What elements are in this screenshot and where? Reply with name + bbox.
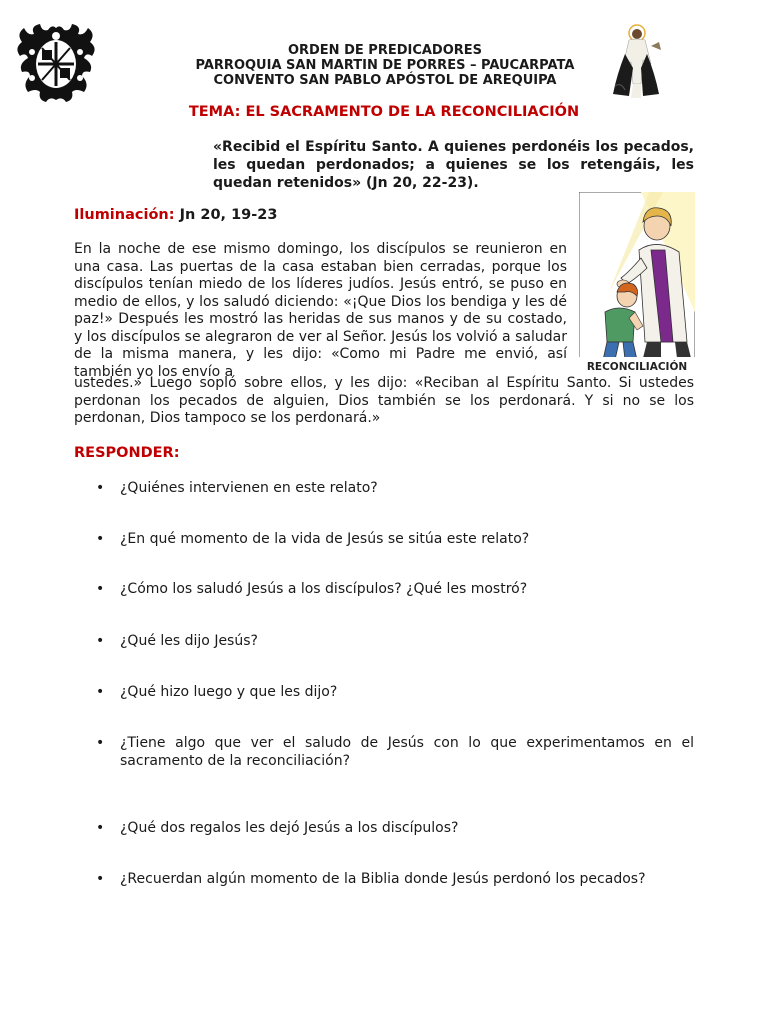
header-parish: PARROQUIA SAN MARTIN DE PORRES – PAUCARPATA bbox=[195, 58, 575, 73]
bullet-icon: • bbox=[96, 633, 105, 649]
question-text: ¿Cómo los saludó Jesús a los discípulos? ¿Qué les mostró? bbox=[120, 581, 528, 597]
iluminacion-reference: Jn 20, 19-23 bbox=[179, 207, 278, 223]
question-text: ¿En qué momento de la vida de Jesús se sitúa este relato? bbox=[120, 531, 530, 547]
scripture-quote: «Recibid el Espíritu Santo. A quienes perdonéis los pecados, les quedan perdonados; a quienes se los retengáis, les quedan retenidos» (Jn 20, 22-23). bbox=[213, 139, 694, 191]
header-order: ORDEN DE PREDICADORES bbox=[287, 43, 483, 58]
dominican-crest-icon bbox=[12, 22, 100, 104]
bullet-icon: • bbox=[96, 735, 105, 751]
question-text: ¿Quiénes intervienen en este relato? bbox=[120, 480, 378, 496]
saint-figure-icon bbox=[607, 24, 665, 100]
question-text: ¿Recuerdan algún momento de la Biblia donde Jesús perdonó los pecados? bbox=[120, 871, 646, 887]
bullet-icon: • bbox=[96, 871, 105, 887]
iluminacion-label: Iluminación: bbox=[74, 207, 175, 223]
question-text: ¿Tiene algo que ver el saludo de Jesús con lo que experimentamos en el sacramento de la reconciliación? bbox=[120, 735, 694, 769]
header-convent: CONVENTO SAN PABLO APÓSTOL DE AREQUIPA bbox=[213, 73, 557, 88]
reconciliation-illustration bbox=[579, 192, 695, 375]
topic-title: TEMA: EL SACRAMENTO DE LA RECONCILIACIÓN bbox=[188, 104, 580, 120]
illustration-caption: RECONCILIACIÓN bbox=[586, 361, 688, 373]
bullet-icon: • bbox=[96, 684, 105, 700]
gospel-text-part2: ustedes.» Luego sopló sobre ellos, y les dijo: «Reciban al Espíritu Santo. Si ustedes perdonan los pecados de alguien, Dios también se los perdonará. Y si no se los perdonan, Dios tampoco se los perdonará.» bbox=[74, 375, 694, 426]
gospel-text-part1: En la noche de ese mismo domingo, los discípulos se reunieron en una casa. Las puertas de la casa estaban bien cerradas, porque los discípulos tenían miedo de los líderes judíos. Jesús entró, se puso en medio de ellos, y los saludó diciendo: «¡Que Dios los bendiga y les dé paz!» Después les mostró las heridas de sus manos y de su costado, y los discípulos se alegraron de ver al Señor. Jesús los volvió a saludar de la misma manera, y les dijo: «Como mi Padre me envió, así también yo los envío a bbox=[74, 241, 567, 380]
responder-heading: RESPONDER: bbox=[74, 445, 180, 461]
question-text: ¿Qué les dijo Jesús? bbox=[120, 633, 258, 649]
question-text: ¿Qué dos regalos les dejó Jesús a los discípulos? bbox=[120, 820, 459, 836]
bullet-icon: • bbox=[96, 820, 105, 836]
bullet-icon: • bbox=[96, 531, 105, 547]
iluminacion-heading bbox=[74, 207, 277, 223]
bullet-icon: • bbox=[96, 480, 105, 496]
bullet-icon: • bbox=[96, 581, 105, 597]
question-text: ¿Qué hizo luego y que les dijo? bbox=[120, 684, 338, 700]
